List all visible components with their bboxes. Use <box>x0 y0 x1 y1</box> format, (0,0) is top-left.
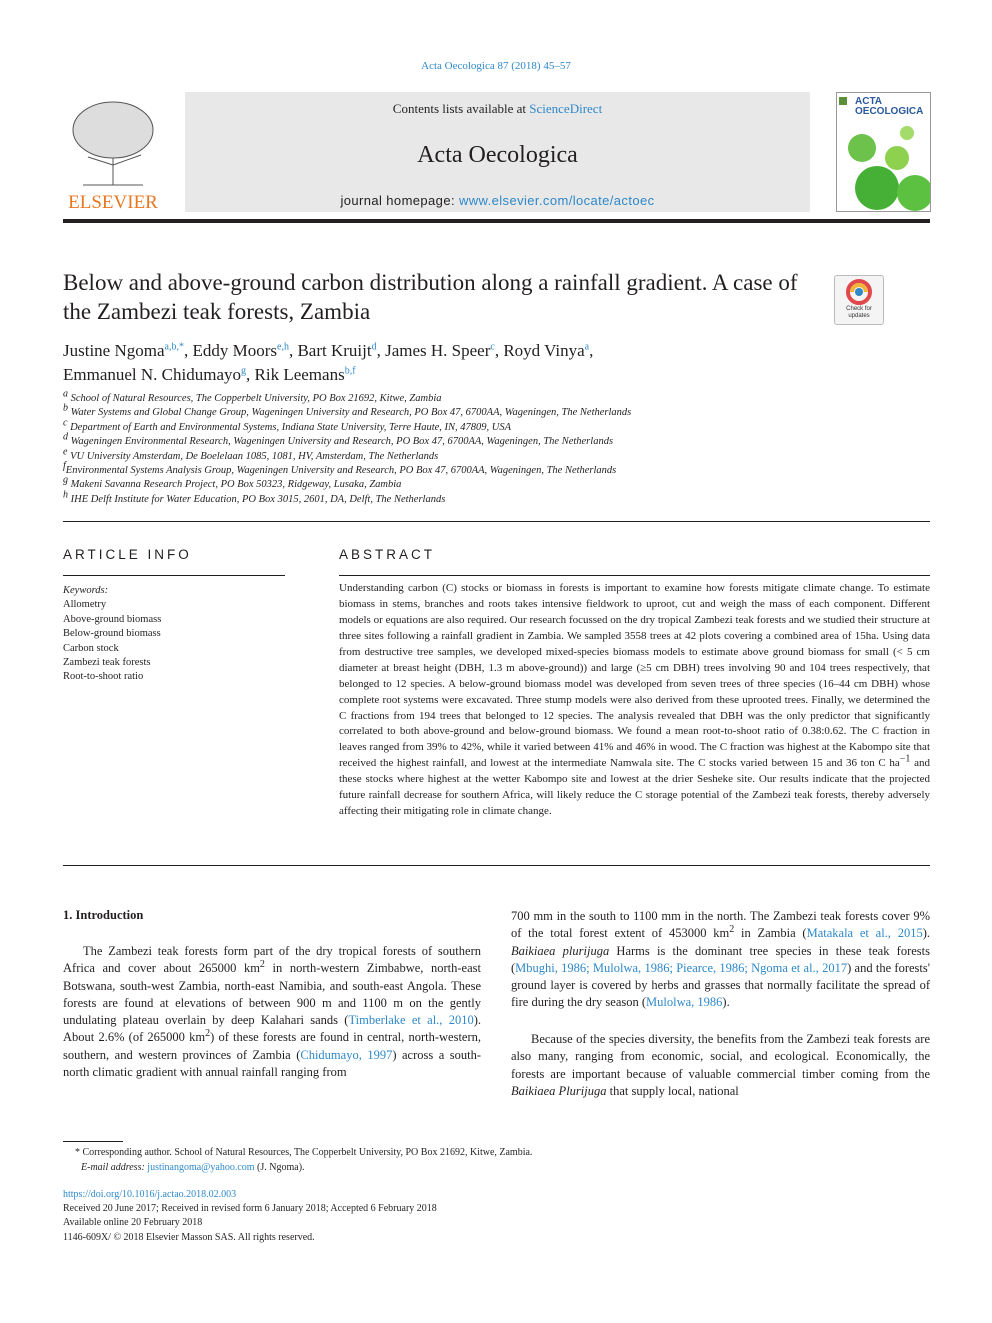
citation-link[interactable]: Matakala et al., 2015 <box>806 926 923 941</box>
doi-link[interactable]: https://doi.org/10.1016/j.actao.2018.02.003 <box>63 1189 237 1200</box>
divider <box>339 575 930 576</box>
author[interactable]: Royd Vinya$^a$ <box>503 341 590 360</box>
article-title: Below and above-ground carbon distribution along a rainfall gradient. A case of the Zambezi teak forests, Zambia <box>63 270 798 324</box>
intro-paragraph-left: The Zambezi teak forests form part of the dry tropical forests of southern Africa and cover about 265000 $km^2$ in north-western Zimbabwe, north-east Botswana, south-west Zambia, north-east Namibia, and south-east Angola. These forests are found at elevations of between 900 m and 1100 m on the gently undulating plateau overlain by deep Kalahari sands (Timberlake et al., 2010). About 2.6% (of 265000 $km^2$) of these forests are found in central, north-western, southern, and western provinces of Zambia (Chidumayo, 1997) across a south-north climatic gradient with annual rainfall ranging from <box>63 944 481 1080</box>
abstract-body: Understanding carbon (C) stocks or biomass in forests is important to examine how forests mitigate climate change. To estimate biomass in stems, branches and roots takes intensive fieldwork to uproot, cut and weigh the mass of each component. Different models or equations are also required. Our research focussed on the dry tropical Zambezi teak forests and we studied their structure at three sites following a rainfall gradient in Zambia. We sampled 3558 trees at 42 plots covering a combined area of 15ha. Using data from destructive tree samples, we developed mixed-species biomass models to estimate above ground biomass for small (< 5 cm diameter at breast height (DBH, 1.3 m above-ground)) and large (≥5 cm DBH) trees involving 90 and 104 trees respectively, that belonged to 12 species. A below-ground biomass model was developed from seven trees of three species (16–44 cm DBH) whose complete root systems were excavated. Three stump models were also derived from these uprooted trees. Finally, we determined the C fractions from 194 trees that belonged to 12 species. The analysis revealed that DBH was the only predictor that significantly correlated to both above-ground and below-ground biomass. We found a mean root-to-shoot ratio of 0.38:0.62. The C fraction in leaves ranged from 39% to 42%, while it varied between 41% and 46% in wood. The C fraction was highest at the Kabompo site that received the highest rainfall, and lowest at the intermediate Namwala site. The C stocks varied between 15 and 36 ton C $ha^{-1}$ and these stocks where highest at the wetter Kabompo site and lowest at the drier Sesheke site. Our results indicate that the projected future rainfall decrease for southern Africa, will likely reduce the C storage potential of the Zambezi teak forests, thereby adversely affecting their mitigating role in climate change. <box>339 582 930 818</box>
corresponding-author-note: * Corresponding author. School of Natural Resources, The Copperbelt University, PO Box 21692, Kitwe, Zambia. <box>75 1147 533 1158</box>
affiliation: $^e$ VU University Amsterdam, De Boelelaan 1085, 1081, HV, Amsterdam, The Netherlands <box>63 446 439 462</box>
footnote-rule <box>63 1141 123 1142</box>
check-for-updates-badge[interactable] <box>834 275 884 325</box>
author[interactable]: James H. Speer$^c$ <box>385 341 495 360</box>
journal-citation[interactable]: Acta Oecologica 87 (2018) 45–57 <box>421 60 571 72</box>
cover-art <box>837 93 930 211</box>
elsevier-wordmark: ELSEVIER <box>68 192 158 213</box>
intro-paragraph-right: 700 mm in the south to 1100 mm in the north. The Zambezi teak forests cover 9% of the total forest extent of 453000 $km^2$ in Zambia (Matakala et al., 2015). Baikiaea plurijuga Harms is the dominant tree species in these teak forests (Mbughi, 1986; Mulolwa, 1986; Piearce, 1986; Ngoma et al., 2017) and the forests' ground layer is covered by herbs and grasses that normally facilitate the spread of fire during the dry season (Mulolwa, 1986). <box>511 909 931 1010</box>
journal-homepage: journal homepage: www.elsevier.com/locate/actoec <box>340 193 655 208</box>
header-rule <box>63 219 930 223</box>
online-date: Available online 20 February 2018 <box>63 1217 203 1229</box>
keyword: Zambezi teak forests <box>63 657 151 669</box>
author[interactable]: Emmanuel N. Chidumayo$^g$ <box>63 365 247 384</box>
contents-line: Contents lists available at ScienceDirect <box>392 101 603 116</box>
keyword: Carbon stock <box>63 642 119 654</box>
keyword: Above-ground biomass <box>63 613 162 625</box>
keywords-label: Keywords: <box>63 585 109 596</box>
affiliation: $^d$ Wageningen Environmental Research, Wageningen University and Research, PO Box 47, 6700AA, Wageningen, The Netherlands <box>63 431 614 448</box>
affiliation: $^g$ Makeni Savanna Research Project, PO Box 50323, Ridgeway, Lusaka, Zambia <box>63 474 402 491</box>
article-info-heading: ARTICLE INFO <box>63 547 192 562</box>
author[interactable]: Eddy Moors$^{e,h}$ <box>192 341 289 360</box>
author[interactable]: Justine Ngoma$^{a,b,*}$ <box>63 341 184 360</box>
cover-title: ACTA OECOLOGICA <box>855 96 924 117</box>
affiliation: $^c$ Department of Earth and Environmental Systems, Indiana State University, Terre Haute, IN, 47809, USA <box>63 417 512 433</box>
received-dates: Received 20 June 2017; Received in revised form 6 January 2018; Accepted 6 February 2018 <box>63 1203 437 1215</box>
divider <box>63 865 930 866</box>
citation-link[interactable]: Mulolwa, 1986 <box>646 995 723 1010</box>
email-line: E-mail address: justinangoma@yahoo.com (J. Ngoma). <box>81 1162 305 1173</box>
author-list: Justine Ngoma$^{a,b,*}$, Eddy Moors$^{e,h}$, Bart Kruijt$^d$, James H. Speer$^c$, Royd Vinya$^a$, Emmanuel N. Chidumayo$^g$, Rik Leemans$^{b,f}$ <box>63 341 594 384</box>
intro-paragraph-2: Because of the species diversity, the benefits from the Zambezi teak forests are also many, ranging from economic, social, and ecological. Economically, the forests are important because of valuable commercial timber coming from the Baikiaea Plurijuga that supply local, national <box>511 1032 930 1098</box>
article-history <box>63 1188 930 1245</box>
affiliation: $^b$ Water Systems and Global Change Group, Wageningen University and Research, PO Box 47, 6700AA, Wageningen, The Netherlands <box>63 402 632 419</box>
email-link[interactable]: justinangoma@yahoo.com <box>147 1162 255 1173</box>
abstract-heading: ABSTRACT <box>339 547 436 562</box>
keyword: Below-ground biomass <box>63 628 161 640</box>
affiliations <box>63 388 930 507</box>
elsevier-logo <box>63 95 163 213</box>
check-updates-icon <box>835 276 883 306</box>
journal-cover[interactable] <box>836 92 931 212</box>
homepage-link[interactable]: www.elsevier.com/locate/actoec <box>458 193 655 208</box>
citation-link[interactable]: Chidumayo, 1997 <box>300 1047 393 1062</box>
keyword: Allometry <box>63 599 107 611</box>
keyword: Root-to-shoot ratio <box>63 671 144 683</box>
journal-name: Acta Oecologica <box>417 142 578 168</box>
divider <box>63 521 930 522</box>
affiliation: $^h$ IHE Delft Institute for Water Education, PO Box 3015, 2601, DA, Delft, The Netherlands <box>63 489 446 505</box>
citation-link[interactable]: Timberlake et al., 2010 <box>348 1013 474 1028</box>
footnote <box>75 1145 930 1175</box>
divider <box>63 575 285 576</box>
affiliation: $^f$Environmental Systems Analysis Group, Wageningen University and Research, PO Box 47, 6700AA, Wageningen, The Netherlands <box>63 460 617 477</box>
author[interactable]: Bart Kruijt$^d$ <box>297 341 377 360</box>
copyright: 1146-609X/ © 2018 Elsevier Masson SAS. All rights reserved. <box>63 1231 315 1243</box>
affiliation: $^a$ School of Natural Resources, The Copperbelt University, PO Box 21692, Kitwe, Zambia <box>63 388 442 404</box>
citation-link[interactable]: Mbughi, 1986; Mulolwa, 1986; Piearce, 1986; Ngoma et al., 2017 <box>515 960 848 975</box>
check-updates-label: Check for updates <box>846 306 872 319</box>
section-heading-introduction: 1. Introduction <box>63 908 144 922</box>
sciencedirect-link[interactable]: ScienceDirect <box>529 101 603 116</box>
author[interactable]: Rik Leemans$^{b,f}$ <box>254 365 356 384</box>
keywords <box>63 584 283 685</box>
